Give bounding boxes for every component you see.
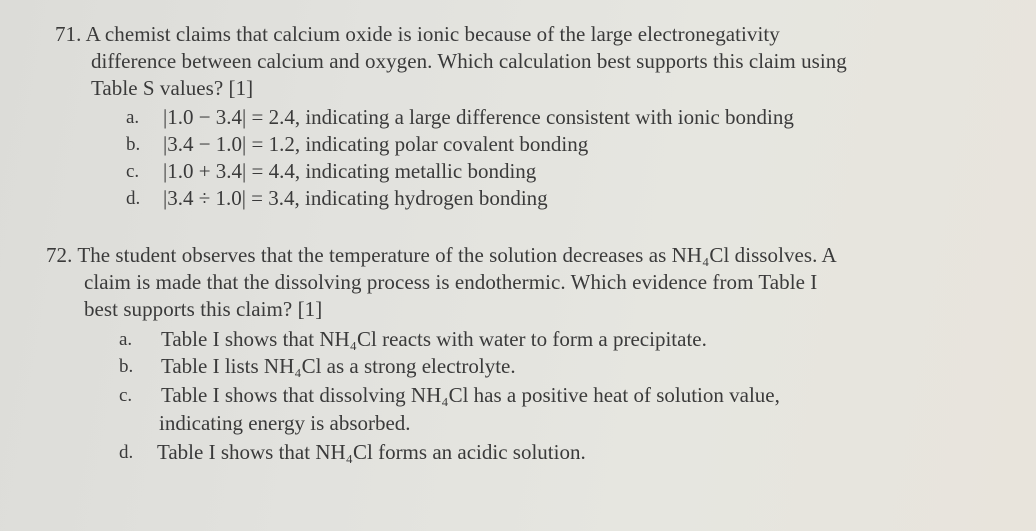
question-stem-line: Table S values? [1] [91,76,254,100]
option-text: |1.0 − 3.4| = 2.4, indicating a large difference consistent with ionic bonding [163,105,794,129]
option-text: |3.4 ÷ 1.0| = 3.4, indicating hydrogen bonding [163,186,548,210]
question-stem-line: claim is made that the dissolving process is endothermic. Which evidence from Table I [84,270,818,294]
option-letter: b. [119,356,134,377]
option-letter: a. [119,329,133,350]
option-text: Table I shows that dissolving NH₄Cl has a positive heat of solution value, [161,383,780,407]
option-text: Table I shows that NH₄Cl reacts with water to form a precipitate. [161,327,707,351]
option-letter: d. [126,188,141,209]
option-letter: c. [126,161,140,182]
option-text: |3.4 − 1.0| = 1.2, indicating polar covalent bonding [163,132,589,156]
question-number: 71. [55,22,82,46]
option-letter: b. [126,134,141,155]
option-text-continuation: indicating energy is absorbed. [159,411,411,435]
question-stem-line: best supports this claim? [1] [84,297,323,321]
option-text: Table I shows that NH₄Cl forms an acidic solution. [157,440,586,464]
option-letter: d. [119,442,134,463]
question-stem-text: The student observes that the temperature of the solution decreases as NH₄Cl dissolves. A [77,243,837,267]
question-stem-line [55,22,780,46]
option-letter: c. [119,385,133,406]
question-number: 72. [46,243,73,267]
question-stem-text: A chemist claims that calcium oxide is ionic because of the large electronegativity [85,22,780,46]
question-stem-line [46,243,837,267]
option-text: |1.0 + 3.4| = 4.4, indicating metallic bonding [163,159,537,183]
option-letter: a. [126,107,140,128]
question-stem-line: difference between calcium and oxygen. Which calculation best supports this claim using [91,49,847,73]
option-text: Table I lists NH₄Cl as a strong electrolyte. [161,354,516,378]
